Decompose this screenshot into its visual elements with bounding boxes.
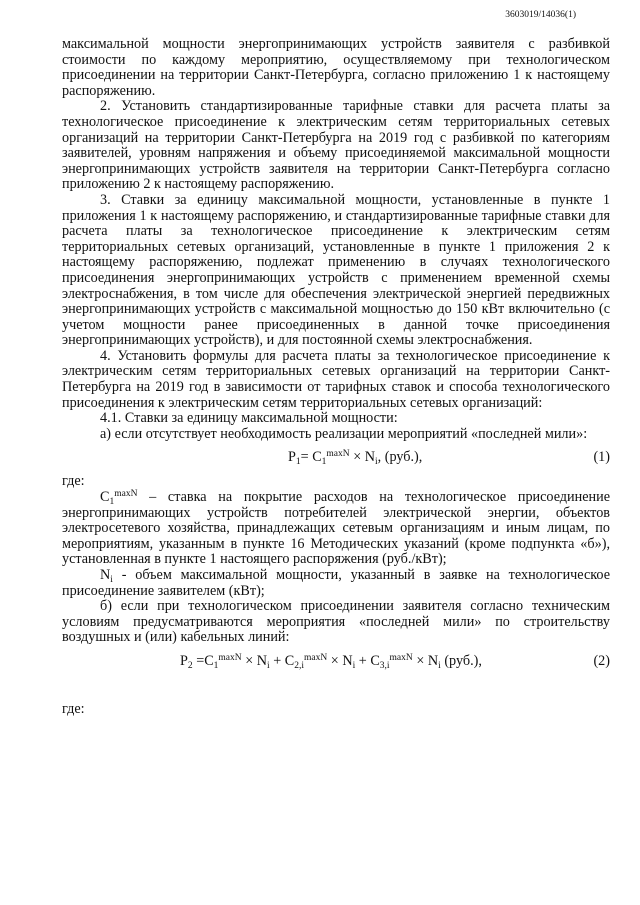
formula-1	[62, 446, 610, 470]
where-label-2: где:	[62, 700, 85, 717]
paragraph-1-continuation: максимальной мощности энергопринимающих устройств заявителя с разбивкой стоимости по каждому мероприятию, осуществляемому при технологическом присоединении на территории Санкт-Петербурга, согласно приложению 1 к настоящему распоряжению.	[62, 36, 610, 99]
definition-c1: $C_1^{maxN}$ – ставка на покрытие расходов на технологическое присоединение энергопринимающих устройств потребителей электрической энергии, объектов электросетевого хозяйства, принадлежащих сетевым организациям и иным лицам, по мероприятиям, указанным в пункте 16 Методических указаний (кроме подпункта «б»), установленная в пункте 1 настоящего распоряжения (руб./кВт);	[62, 489, 610, 568]
item-a: а) если отсутствует необходимость реализации мероприятий «последней мили»:	[100, 425, 588, 442]
formula-2-number: (2)	[593, 652, 610, 669]
formula-2	[62, 650, 610, 674]
formula-1-number: (1)	[593, 449, 610, 466]
item-b: б) если при технологическом присоединении заявителя согласно техническим условиям предусматриваются мероприятия «последней мили» по строительству воздушных и (или) кабельных линий:	[62, 598, 610, 646]
document-body	[62, 37, 610, 718]
where-label-1: где:	[62, 473, 85, 490]
definition-ni: $N_i$ - объем максимальной мощности, указанный в заявке на технологическое присоединение заявителем (кВт);	[62, 567, 610, 599]
formula-1-expression: $P_1= C_1^{maxN} \times N_i$, (руб.),	[288, 449, 423, 468]
subsection-4-1: 4.1. Ставки за единицу максимальной мощности:	[100, 410, 398, 427]
paragraph-4: 4. Установить формулы для расчета платы за технологическое присоединение к электрическим сетям территориальных сетевых организаций на территории Санкт-Петербурга на 2019 год в зависимости от тарифных ставок и способа технологического присоединения к электрическим сетям территориальных сетевых организаций:	[62, 347, 610, 411]
document-number: 3603019/14036(1)	[505, 10, 576, 20]
paragraph-3: 3. Ставки за единицу максимальной мощности, установленные в пункте 1 приложения 1 к настоящему распоряжению, и стандартизированные тарифные ставки для расчета платы за технологическое присоединение к электрическим сетям территориальных сетевых организаций, установленные в пункте 1 приложения 2 к настоящему распоряжению, подлежат применению в случаях технологического присоединения энергопринимающих устройств с применением временной схемы электроснабжения, в том числе для обеспечения электрической энергией передвижных энергопринимающих устройств с максимальной мощностью до 150 кВт включительно (с учетом мощности ранее присоединенных в данной точке присоединения энергопринимающих устройств), и для постоянной схемы электроснабжения.	[62, 191, 610, 349]
formula-2-expression: $P_2 =C_1^{maxN} \times N_i + C_{2,i}^{maxN} \times N_i + C_{3,i}^{maxN} \times N_i$ (руб.),	[180, 652, 482, 671]
paragraph-2: 2. Установить стандартизированные тарифные ставки для расчета платы за технологическое присоединение к электрическим сетям территориальных сетевых организаций на территории Санкт-Петербурга на 2019 год с разбивкой по категориям заявителей, уровням напряжения и объему присоединяемой максимальной мощности энергопринимающих устройств заявителя на территории Санкт-Петербурга согласно приложению 2 к настоящему распоряжению.	[62, 98, 610, 193]
